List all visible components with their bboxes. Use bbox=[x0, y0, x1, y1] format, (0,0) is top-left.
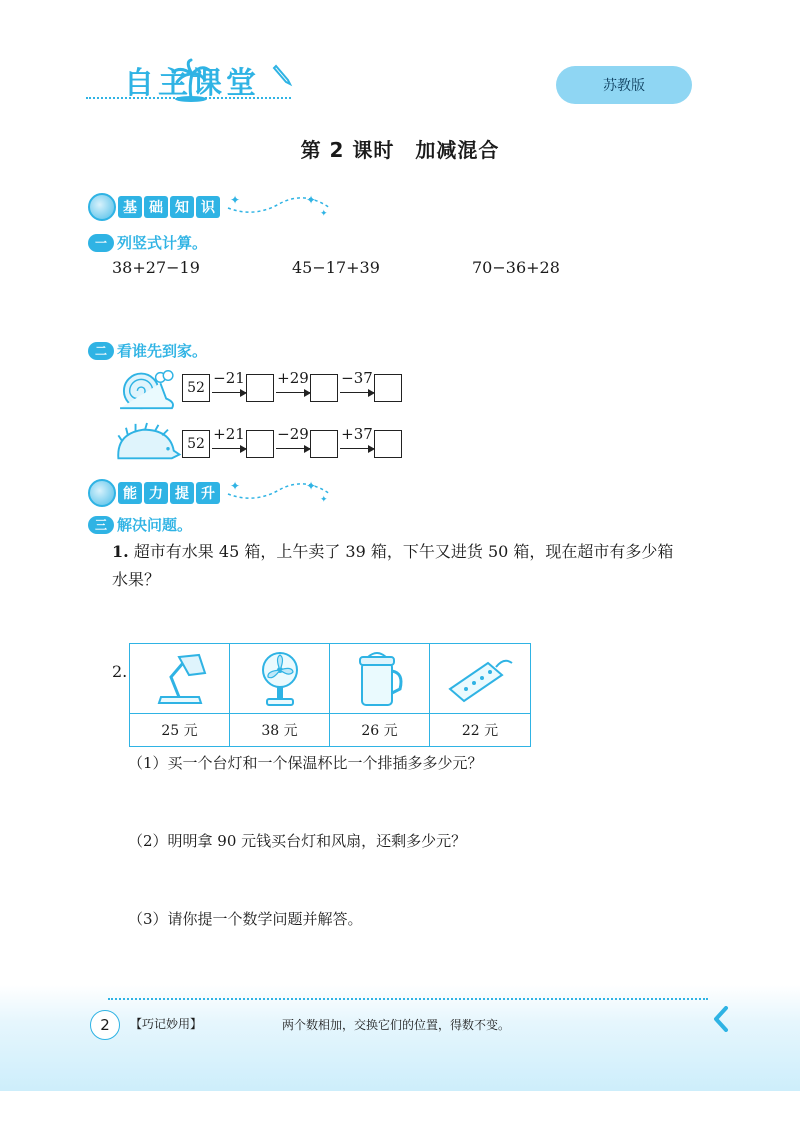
sub-question-2: （2）明明拿 90 元钱买台灯和风扇，还剩多少元？ bbox=[128, 832, 467, 850]
question-title: 列竖式计算。 bbox=[117, 234, 208, 252]
question-2-heading bbox=[88, 340, 207, 361]
banner-char: 提 bbox=[170, 482, 194, 504]
tip-label: 【巧记妙用】 bbox=[130, 1017, 203, 1031]
operation-label: −29 bbox=[277, 425, 309, 443]
expression: 70−36+28 bbox=[472, 258, 560, 277]
arrow bbox=[276, 392, 310, 393]
snail-icon bbox=[112, 364, 180, 412]
question-1-heading bbox=[88, 232, 207, 253]
banner-char: 识 bbox=[196, 196, 220, 218]
start-box: 52 bbox=[182, 374, 210, 402]
problem-number: 1. bbox=[112, 542, 129, 561]
question-number: 一 bbox=[88, 234, 114, 252]
globe-icon bbox=[88, 479, 116, 507]
price-cell: 26 元 bbox=[330, 714, 430, 746]
page-number: 2 bbox=[90, 1010, 120, 1040]
price-cell: 22 元 bbox=[461, 723, 499, 739]
calc-chain-2 bbox=[182, 426, 412, 462]
problem-number: 2. bbox=[112, 662, 128, 681]
footer-background bbox=[0, 985, 800, 1091]
svg-text:✦: ✦ bbox=[230, 194, 241, 207]
sparkle-trail-icon bbox=[224, 194, 334, 220]
svg-text:✦: ✦ bbox=[230, 480, 241, 493]
sub-question-1: （1）买一个台灯和一个保温杯比一个排插多多少元？ bbox=[128, 754, 483, 772]
price-cell: 38 元 bbox=[230, 714, 330, 746]
power-strip-icon bbox=[444, 653, 516, 705]
svg-text:✦: ✦ bbox=[306, 194, 317, 207]
word-problem-1 bbox=[112, 538, 712, 594]
arrow bbox=[276, 448, 310, 449]
banner-char: 基 bbox=[118, 196, 142, 218]
answer-box[interactable] bbox=[374, 430, 402, 458]
price-table-image-cell bbox=[230, 644, 330, 714]
arrow bbox=[212, 392, 246, 393]
sparkle-trail-icon bbox=[224, 480, 334, 506]
price-table-image-cell bbox=[330, 644, 430, 714]
operation-label: −37 bbox=[341, 369, 373, 387]
question-number: 三 bbox=[88, 516, 114, 534]
question-3-heading bbox=[88, 514, 192, 535]
answer-box[interactable] bbox=[310, 430, 338, 458]
price-table bbox=[129, 643, 531, 747]
fan-icon bbox=[255, 650, 305, 708]
operation-label: −21 bbox=[213, 369, 245, 387]
answer-box[interactable] bbox=[310, 374, 338, 402]
brand-title: 自主课堂 bbox=[124, 66, 260, 101]
section-banner-basic bbox=[88, 194, 334, 220]
thermos-cup-icon bbox=[352, 649, 408, 709]
brand-divider bbox=[86, 97, 291, 99]
section-banner-ability bbox=[88, 480, 334, 506]
answer-box[interactable] bbox=[246, 374, 274, 402]
banner-char: 升 bbox=[196, 482, 220, 504]
expression: 38+27−19 bbox=[112, 258, 200, 277]
banner-char: 能 bbox=[118, 482, 142, 504]
question-number: 二 bbox=[88, 342, 114, 360]
desk-lamp-icon bbox=[149, 651, 211, 707]
sub-question-3: （3）请你提一个数学问题并解答。 bbox=[128, 910, 363, 928]
expression: 45−17+39 bbox=[292, 258, 380, 277]
price-table-image-cell bbox=[130, 644, 230, 714]
answer-box[interactable] bbox=[374, 374, 402, 402]
svg-text:✦: ✦ bbox=[320, 209, 328, 219]
chevron-left-icon bbox=[712, 1006, 730, 1032]
tip-text: 两个数相加，交换它们的位置，得数不变。 bbox=[282, 1018, 511, 1032]
answer-box[interactable] bbox=[246, 430, 274, 458]
svg-text:✦: ✦ bbox=[306, 480, 317, 493]
globe-icon bbox=[88, 193, 116, 221]
svg-text:✦: ✦ bbox=[320, 495, 328, 505]
operation-label: +37 bbox=[341, 425, 373, 443]
operation-label: +29 bbox=[277, 369, 309, 387]
problem-text: 水果？ bbox=[112, 570, 161, 589]
question-title: 看谁先到家。 bbox=[117, 342, 208, 360]
question-title: 解决问题。 bbox=[117, 516, 193, 534]
banner-char: 知 bbox=[170, 196, 194, 218]
arrow bbox=[340, 448, 374, 449]
banner-char: 力 bbox=[144, 482, 168, 504]
operation-label: +21 bbox=[213, 425, 245, 443]
pencil-icon bbox=[270, 64, 294, 88]
price-table-image-cell bbox=[430, 644, 530, 714]
arrow bbox=[212, 448, 246, 449]
price-cell: 25 元 bbox=[130, 714, 230, 746]
banner-char: 础 bbox=[144, 196, 168, 218]
start-box: 52 bbox=[182, 430, 210, 458]
arrow bbox=[340, 392, 374, 393]
calc-chain-1 bbox=[182, 370, 412, 406]
problem-text: 超市有水果 45 箱，上午卖了 39 箱，下午又进货 50 箱，现在超市有多少箱 bbox=[133, 542, 674, 561]
lesson-title: 第 2 课时 加减混合 bbox=[300, 138, 500, 162]
edition-badge: 苏教版 bbox=[556, 66, 692, 104]
hedgehog-icon bbox=[112, 422, 182, 464]
footer-divider bbox=[108, 998, 708, 1000]
